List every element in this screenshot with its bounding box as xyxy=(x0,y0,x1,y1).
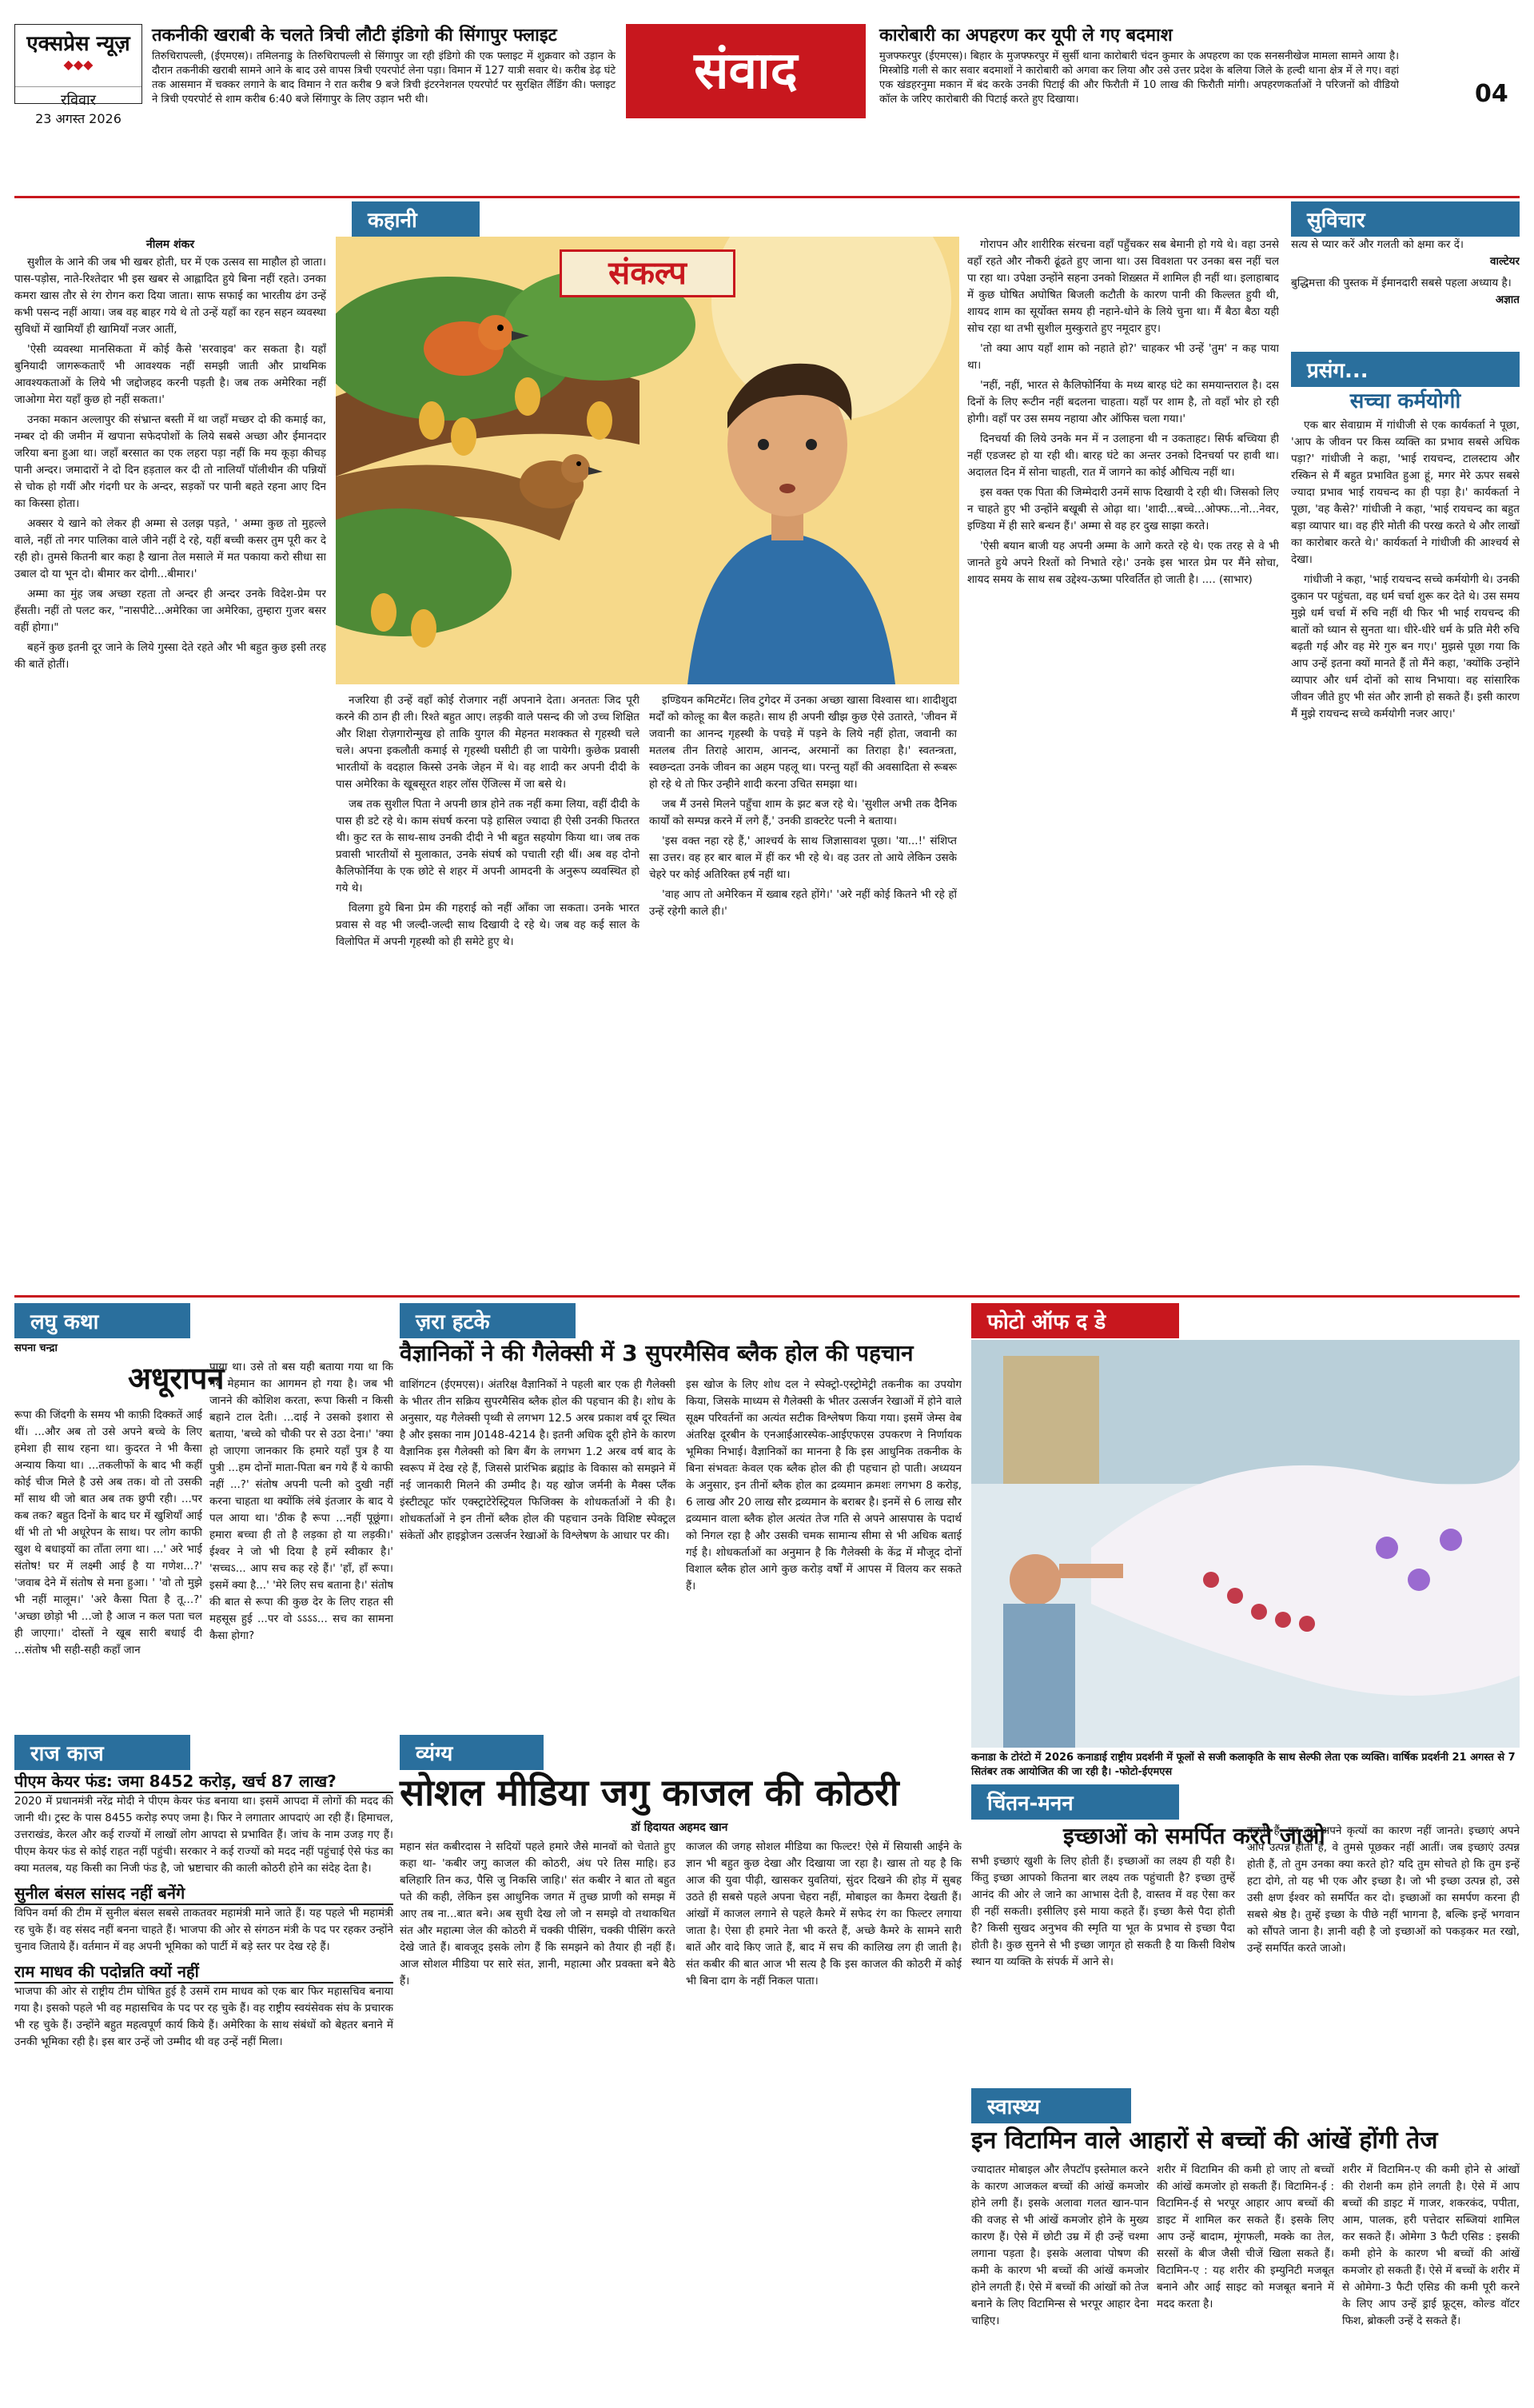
chintan-section-label: चिंतन-मनन xyxy=(971,1784,1179,1820)
rajkaj-items xyxy=(14,1770,393,2402)
story-paragraph: इण्डियन कमिटमेंट। लिव टुगेदर में उनका अच्छा खासा विश्वास था। शादीशुदा मर्दों को कोल्हू का बैल कहते। साथ ही अपनी खीझ कुछ ऐसे उतारते, 'जीवन में जवानी का आनन्द गृहस्थी के पचड़े में पड़ने के लिये नहीं होता, जवानी का मतलब तीन तिराहे आराम, आनन्द, अरमानों का तिराहा है।' स्वतन्त्रता, स्वछन्दता उनके जीवन का अहम पहलू था। परन्तु यहाँ की अवसादिता से रूबरू हो रहे थे तो फिर उन्हीने शादी करना उचित समझा था। xyxy=(649,694,957,791)
story-column-1 xyxy=(14,254,326,1290)
suvichar-box xyxy=(1291,237,1520,349)
prasang-body xyxy=(1291,417,1520,1290)
story-illustration xyxy=(336,237,959,684)
story-paragraph: 'ऐसी व्यवस्था मानसिकता में कोई कैसे 'सरवाइव' कर सकता है। यहाँ बुनियादी जागरूकताएँ भी आवश्यक नहीं समझी जाती और प्राथमिक आवश्यकताओं के लिये भी जद्दोजहद करनी पड़ती है। जब तक अमेरिका नहीं जाओगा मेरा यहाँ कुछ हो नहीं सकता।' xyxy=(14,343,326,406)
rajkaj-item-title: सुनील बंसल सांसद नहीं बनेंगे xyxy=(14,1882,393,1905)
story-author: नीलम शंकर xyxy=(145,238,195,251)
laghukatha-title: अधूरापन xyxy=(128,1361,225,1396)
header-story-right-body: मुजफ्फरपुर (ईएमएस)। बिहार के मुजफ्फरपुर में सुर्सी थाना कारोबारी चंदन कुमार के अपहरण का एक सनसनीखेज मामला सामने आया है। मिस्त्रोडि गली से कार सवार बदमाशों ने कारोबारी को अगवा कर लिया और उसे उत्तर प्रदेश के बलिया जिले के हल्दी थाना क्षेत्र में ले गए। वहां एक खंडहरनुमा मकान में बंद करके उनकी पिटाई की और फिरौती में 10 लाख की फिरौती मांगी। अपहरणकर्ताओं ने परिजनों को वीडियो कॉल के जरिए कारोबारी की पिटाई करते हुए दिखाया। xyxy=(879,50,1399,106)
vyangya-title: सोशल मीडिया जगु काजल की कोठरी xyxy=(400,1771,899,1814)
rajkaj-item-body: भाजपा की ओर से राष्ट्रीय टीम घोषित हुई है उसमें राम माधव को एक बार फिर महासचिव बनाया गया है। इसको पहले भी वह महासचिव के पद पर रह चुके हैं। वह राष्ट्रीय स्वयंसेवक संघ के प्रचारक भी रह चुके हैं। उन्होंने बहुत महत्वपूर्ण कार्य किये हैं। अमेरिका के साथ संबंधों को बेहतर बनाने में उनकी भूमिका रही है। इस बार उन्हें जो उम्मीद थी वह उन्हें नहीं मिला। xyxy=(14,1985,393,2048)
jarahatke-section-label: ज़रा हटके xyxy=(400,1303,576,1338)
prasang-title: सच्चा कर्मयोगी xyxy=(1349,389,1461,413)
quote-1: सत्य से प्यार करें और गलती को क्षमा कर दें। xyxy=(1291,238,1464,251)
story-paragraph: अक्सर ये खाने को लेकर ही अम्मा से उलझ पड़ते, ' अम्मा कुछ तो मुहल्ले वाले, नहीं तो नगर पालिका वाले जीने नहीं दे रहे, यहीं बच्ची कसर तुम पूरी कर दे रही हो। तुमसे कितनी बार कहा है खाना तेल मसाले में मत पकाया करो सीधा सा उबाल दो या भून दो। बीमार कर दोगी...बीमार।' xyxy=(14,517,326,580)
mid-divider xyxy=(14,1295,1520,1298)
story-paragraph: 'नहीं, नहीं, भारत से कैलिफोर्निया के मध्य बारह घंटे का समयान्तराल है। दस दिनों के लिए रूटीन नहीं बदलना चाहता। यहाँ पर शाम है, तो वहाँ भोर हो रही होगी। वहाँ पर उस समय नहाया और ऑफिस चला गया।' xyxy=(967,379,1279,425)
story-paragraph: सुशील के आने की जब भी खबर होती, घर में एक उत्सव सा माहौल हो जाता। पास-पड़ोस, नाते-रिश्तेदार भी इस खबर से आह्लादित हुये बिना नहीं रहते। उनका कमरा खास तौर से रंग रोगन करा दिया जाता। साफ सफाई का भारतीय ढंग उन्हें कभी पसन्द नहीं आया। जब वह बाहर गये थे तो उन्हें यहाँ का रहन सहन व्यवस्था सुविधाें में खामियाँ ही खामियाँ नजर आतीं, xyxy=(14,256,326,336)
jarahatke-title: वैज्ञानिकों ने की गैलेक्सी में 3 सुपरमैसिव ब्लैक होल की पहचान xyxy=(400,1340,914,1366)
vyangya-section-label: व्यंग्य xyxy=(400,1735,544,1770)
story-column-3 xyxy=(649,692,957,1290)
header-story-left-body: तिरुचिरापल्ली, (ईएमएस)। तमिलनाडु के तिरुचिरापल्ली से सिंगापुर जा रही इंडिगो की एक फ्लाइट में शुक्रवार को उड़ान के दौरान तकनीकी खराबी सामने आने के बाद उसे वापस त्रिची एयरपोर्ट लेना पड़ा। विमान में 127 यात्री सवार थे। करीब डेढ़ घंटे तक आसमान में चक्कर लगाने के बाद विमान ने रात करीब 9 बजे त्रिची इंटरनेशनल एयरपोर्ट पर सुरक्षित लैंडिंग की। फ्लाइट ने त्रिची एयरपोर्ट से शाम करीब 6:40 बजे सिंगापुर के लिए उड़ान भरी थी। xyxy=(152,50,616,106)
paper-nameplate xyxy=(14,24,142,126)
story-paragraph: अम्मा का मुंह जब अच्छा रहता तो अन्दर ही अन्दर उनके विदेश-प्रेम पर हँसती। नहीं तो पलट कर, "नासपीटे...अमेरिका जा अमेरिका, तुम्हारा गुजर बसर वहीं होगा।" xyxy=(14,588,326,634)
story-paragraph: जब मैं उनसे मिलने पहुँचा शाम के झट बज रहे थे। 'सुशील अभी तक दैनिक कार्यों को सम्पन्न करने में लगे हैं,' उनकी डाक्टरेट पत्नी ने बताया। xyxy=(649,798,957,827)
prasang-paragraph: गांधीजी ने कहा, 'भाई रायचन्द सच्चे कर्मयोगी थे। उनकी दुकान पर पहुंचता, वह धर्म चर्चा शुरू कर देते थे। उस समय मुझे धर्म चर्चा में रुचि नहीं थी फिर भी भाई रायचन्द की बातों को ध्यान से सुनता था। धीरे-धीरे धर्म के प्रति मेरी रुचि बढ़ती गई और वह मेरे गुरु बन गए।' मुझसे पूछा गया कि आप उन्हें इतना क्यों मानते हैं तो मैंने कहा, 'क्योंकि उन्होंने व्यापार और धर्म दोनों को साथ निभाया। वह सांसारिक जीवन जीते हुए भी संत और ज्ञानी हो सकते हैं। इसी कारण मैं मुझे रायचन्द सच्चे कर्मयोगी नजर आए।' xyxy=(1291,573,1520,720)
story-paragraph: 'वाह आप तो अमेरिकन में ख्वाब रहते होंगे।' 'अरे नहीं कोई कितने भी रहे हों उन्हें रहेगी काले ही।' xyxy=(649,888,957,918)
prasang-section-label: प्रसंग... xyxy=(1291,352,1520,387)
laghukatha-column-2: पाया था। उसे तो बस यही बताया गया था कि नये मेहमान का आगमन हो गया है। जब भी जानने की कोशिश करता, रूपा किसी न किसी बहाने टाल देती। ...दाई ने उसको इशारा से बताया, 'बच्चे को चौकी पर से उठा देना।' 'क्या हो जाएगा जानकार कि हमारे यहाँ पुत्र है या पुत्री ...हम दोनों माता-पिता बन गये हैं ये काफी नहीं ...?' संतोष अपनी पत्नी को दुखी नहीं करना चाहता था क्योंकि लंबे इंतजार के बाद ये पल आया था। 'ठीक है रूपा ...नहीं पूछूंगा। हमारा बच्चा ही तो है लड़का हो या लड़की।' ईश्वर ने जो भी दिया है हमें स्वीकार है।' 'सच्चऽ... आप सच कह रहे हैं।' 'हाँ, हाँ रूपा। इसमें क्या है...' 'मेरे लिए सच बताना है।' संतोष की बात से रूपा की कुछ देर के लिए राहत सी महसूस हुई ...पर वो ऽऽऽऽ... सच का सामना कैसा होगा? xyxy=(209,1361,393,1642)
page-number: 04 xyxy=(1475,80,1508,108)
story-title: संकल्प xyxy=(560,249,735,297)
rajkaj-item-title: राम माधव की पदोन्नति क्यों नहीं xyxy=(14,1960,393,1983)
header-story-left-title: तकनीकी खराबी के चलते त्रिची लौटी इंडिगो की सिंगापुर फ्लाइट xyxy=(152,26,557,46)
swasthya-title: इन विटामिन वाले आहारों से बच्चों की आंखें होंगी तेज xyxy=(971,2127,1438,2155)
story-paragraph: उनका मकान अल्लापुर की संभ्रान्त बस्ती में था जहाँ मच्छर दो की कमाई का, नम्बर दो की जमीन में खपाना सफेदपोशों के लिये सबसे अच्छा और ईमानदार जरिया बना हुआ था। जहाँ बरसात का एक लहरा पड़ा नहीं कि मय कूड़ा कीचड़ पानी अन्दर। जमादारों ने दो दिन हड़ताल कर दी तो नालियाँ पॉलीथीन की पन्नियों से चोक हो गयीं और गंदगी घर के अन्दर, सड़कों पर पानी बहते रहना आए दिन का किस्सा होता। xyxy=(14,413,326,510)
swasthya-column-1: ज्यादातर मोबाइल और लैपटॉप इस्तेमाल करने के कारण आजकल बच्चों की आंखें कमजोर होने लगी हैं। इसके अलावा गलत खान-पान की वजह से भी आंखें कमजोर होने के मुख्य कारण हैं। ऐसे में छोटी उम्र में ही उन्हें चश्मा लगाना पड़ता है। इसके अलावा पोषण की कमी के कारण भी बच्चों की आंखें कमजोर होने लगती हैं। ऐसे में बच्चों की आंखों को तेज बनाने के लिए विटामिन्स से भरपूर आहार देना चाहिए। xyxy=(971,2163,1149,2327)
vyangya-column-1: महान संत कबीरदास ने सदियों पहले हमारे जैसे मानवों को चेताते हुए कहा था- 'कबीर जगु काजल की कोठरी, अंध परे तिस माहि। हउ बलिहारि तिन कउ, पैसि जु निकसि जाहि।' संत कबीर ने बात तो बहुत पते की कही, लेकिन इस आधुनिक जगत में तुच्छ प्राणी को समझ में आए तब ना...बात बने। अब सुधी देख लो जो न समझे वो तथाकथित संत और महात्मा जेल की कोठरी में चक्की पीसिंग, चक्की पीसिंग करते देखे जाते हैं। बावजूद इसके लोग हैं कि समझने को तैयार ही नहीं हैं। आज सोशल मीडिया पर सारे संत, ज्ञानी, महात्मा और प्रवक्ता बने बैठे हैं। xyxy=(400,1840,675,1987)
story-paragraph: इस वक्त एक पिता की जिम्मेदारी उनमें साफ दिखायी दे रही थी। जिसको लिए न चाहते हुए भी उन्होंने बखूबी से ओढ़ा था। 'शादी...बच्चे...ओफ्फ...नो...नेवर, इण्डिया में ही सारे बन्धन हैं।' अम्मा से वह हर दुख साझा करते। xyxy=(967,486,1279,532)
swasthya-column-2: शरीर में विटामिन की कमी हो जाए तो बच्चों की आंखें कमजोर हो सकती हैं। विटामिन-ई : विटामिन-ई से भरपूर आहार आप बच्चों की डाइट में शामिल कर सकते हैं। इसके लिए आप उन्हें बादाम, मूंगफली, मक्के का तेल, सरसों के बीज जैसी चीजें खिला सकते हैं। विटामिन-ए : यह शरीर की इम्युनिटी मजबूत बनाने और आई साइट को मजबूत बनाने में मदद करता है। xyxy=(1157,2163,1334,2310)
suvichar-section-label: सुविचार xyxy=(1291,201,1520,237)
jarahatke-column-2: इस खोज के लिए शोध दल ने स्पेक्ट्रो-एस्ट्रोमेट्री तकनीक का उपयोग किया, जिसके माध्यम से गैलेक्सी के भीतर उत्सर्जन रेखाओं में होने वाले सूक्ष्म परिवर्तनों का अत्यंत सटीक विश्लेषण किया गया। इसमें जेम्स वेब अंतरिक्ष दूरबीन के एनआईआरस्पेक-आईएफएस उपकरण ने निर्णायक भूमिका निभाई। वैज्ञानिकों का मानना है कि इस आधुनिक तकनीक के बिना संभवतः केवल एक ब्लैक होल की ही पहचान हो पाती। अध्ययन के अनुसार, इन तीनों ब्लैक होल का द्रव्यमान क्रमशः लगभग 8 करोड़, 6 लाख और 20 लाख सौर द्रव्यमान के बराबर है। इनमें से 6 लाख सौर द्रव्यमान वाला ब्लैक होल अत्यंत तेज गति से अपने आसपास के पदार्थ को निगल रहा है और उसकी चमक सामान्य सीमा से भी अधिक बताई गई है। शोधकर्ताओं का अनुमान है कि गैलेक्सी के केंद्र में मौजूद दोनों विशाल ब्लैक होल आगे कुछ करोड़ वर्षों में आपस में विलय कर सकते हैं। xyxy=(686,1378,962,1593)
rajkaj-section-label: राज काज xyxy=(14,1735,190,1770)
story-section-label: कहानी xyxy=(352,201,480,237)
quote-2: बुद्धिमत्ता की पुस्तक में ईमानदारी सबसे पहला अध्याय है। xyxy=(1291,277,1512,289)
issue-day: रविवार xyxy=(15,86,141,110)
paper-name: एक्सप्रेस न्यूज़ xyxy=(26,32,130,56)
story-paragraph: विलगा हुये बिना प्रेम की गहराई को नहीं आँका जा सकता। उनके भारत प्रवास से वह भी जल्दी-जल्दी साथ दिखायी दे रहे थे। जब वह कई साल के विलोपित में अपनी गृहस्थी को ही समेटे हुए थे। xyxy=(336,902,639,948)
vyangya-column-2: काजल की जगह सोशल मीडिया का फिल्टर! ऐसे में सियासी आईने के ज्ञान भी बहुत कुछ देखा और दिखाया जा रहा है। खास तो यह है कि आज की युवा पीढ़ी, खासकर युवतियां, सुंदर दिखने की होड़ में सुबह उठते ही सबसे पहले अपना चेहरा नहीं, मोबाइल का कैमरा देखती हैं। आंखों में काजल लगाने से पहले कैमरे में सफेद रंग का फिल्टर लगाया जाता है। ऐसा ही हमारे नेता भी करते हैं, अच्छे कैमरे के सामने सारी बातें और वादे किए जाते हैं, बाद में सच की कालिख लग ही जाती है। संत कबीर की बात आज भी सत्य है कि इस काजल की कोठरी में कोई भी बिना दाग के नहीं निकल पाता। xyxy=(686,1840,962,1987)
rajkaj-item-title: पीएम केयर फंड: जमा 8452 करोड़, खर्च 87 लाख? xyxy=(14,1770,393,1793)
quote-2-author: अज्ञात xyxy=(1495,293,1520,306)
rajkaj-item-body: 2020 में प्रधानमंत्री नरेंद्र मोदी ने पीएम केयर फंड बनाया था। इसमें आपदा में लोगों की मदद की जानी थी। ट्रस्ट के पास 8455 करोड़ रुपए जमा है। फिर ने लगातार आपदाएं आ रही हैं। हिमाचल, उत्तराखंड, केरल और कई राज्यों में लाखों लोग आपदा से प्रभावित हैं। जांच के नाम उजड़ गए हैं। पीएम केयर फंड से कोई राहत नहीं पहुंची। सरकार ने कई राज्यों को मदद नहीं पहुंचाई ऐसे फंड का क्या मतलब, यह किसी का निजी फंड है, जो भ्रष्टाचार की काली कोठरी होने का संदेह देता है। xyxy=(14,1795,393,1875)
photo-of-the-day xyxy=(971,1340,1520,1748)
story-paragraph: दिनचर्या की लिये उनके मन में न उलाहना थी न उकताहट। सिर्फ बच्चिया ही नहीं एडजस्ट हो या रही थी। बारह घंटे का अन्तर उनको दिनचर्या पर हावी था। अदालत दिन में सोना चाहती, रात में जागने का कोई औचित्य नहीं था। xyxy=(967,433,1279,479)
laghukatha-column-1: रूपा की जिंदगी के समय भी काफ़ी दिक्कतें आई थीं। ...और अब तो उसे अपने बच्चे के लिए हमेशा ही साथ रहना था। कुदरत ने भी कैसा अन्याय किया था। ...तकलीफों के बाद भी कहीं कोई चीज मिले है उसे अब तक। वो तो उसकी माँ साथ थी जो बात अब तक छुपी रही। ...पर कब तक? बहुत दिनों के बाद घर में खुशियाँ आई थीं भी तो भी अधूरेपन के साथ। पर लोग काफी खुश थे बधाइयों का ताँता लगा था। ...' अरे भाई संतोष! घर में लक्ष्मी आई है या गणेश...?' 'जवाब देने में संतोष से मना हुआ। ' 'वो तो मुझे भी नहीं मालूम।' 'अरे कैसा पिता है तू...?' 'अच्छा छोड़ो भी ...जो है आज न कल पता चल ही जाएगा।' दोस्तों ने खूब सारी बधाई दी ...संतोष भी सही-सही कहाँ जान xyxy=(14,1409,202,1656)
story-paragraph: गोरापन और शारीरिक संरचना वहाँ पहुँचकर सब बेमानी हो गये थे। वहा उनसे वहाँ रहते और नौकरी ढूंढते हुए जाना था। उस विवशता पर उनका बस नहीं चल पा रहा था। उपेक्षा उन्होंने सहना उनको शिख़्सत में शामिल ही नहीं था। इलाहाबाद में कुछ घोषित अघोषित बिजली कटौती के कारण पानी की किल्लत हुयी थी, शायद शाम का सूर्योक्त समय ही नहाने-धोने के लिये चुना था। मैं बैठा बैठा यही सोच रहा था तभी सुशील मुस्कुराते हुए नमूदार हुए। xyxy=(967,238,1279,335)
story-paragraph: 'ऐसी बयान बाजी यह अपनी अम्मा के आगे करते रहे थे। एक तरह से वे भी जानते हुये अपने रिश्तों को निभाते रहे।' उनके इस भारत प्रेम पर मैंने सोचा, शायद समय के साथ सब उद्देश्य-ऊष्मा परिवर्तित हो जाती है। .... (साभार) xyxy=(967,540,1279,586)
swasthya-column-3: शरीर में विटामिन-ए की कमी होने से आंखों की रोशनी कम होने लगती है। ऐसे में आप बच्चों की डाइट में गाजर, शकरकंद, पपीता, आम, पालक, हरी पत्तेदार सब्जियां शामिल कर सकते हैं। ओमेगा 3 फैटी एसिड : इसकी कमी होने के कारण भी बच्चों की आंखें कमजोर हो सकती हैं। ऐसे में बच्चों के शरीर में से ओमेगा-3 फैटी एसिड की कमी पूरी करने के लिए आप उन्हें ड्राई फ्रूट्स, कोल्ड वॉटर फिश, ब्रोकली उन्हें दे सकते हैं। xyxy=(1342,2163,1520,2327)
photo-caption-text: कनाडा के टोरंटो में 2026 कनाडाई राष्ट्रीय प्रदर्शनी में फूलों से सजी कलाकृति के साथ सेल्फी लेता एक व्यक्ति। वार्षिक प्रदर्शनी 21 अगस्त से 7 सितंबर तक आयोजित की जा रही है। xyxy=(971,1752,1516,1778)
photo-caption xyxy=(971,1751,1520,1780)
photo-credit: -फोटो-ईएमएस xyxy=(1114,1766,1173,1778)
chintan-column-1: सभी इच्छाएं खुशी के लिए होती हैं। इच्छाओं का लक्ष्य ही यही है। किंतु इच्छा आपको कितना बार लक्ष्य तक पहुंचाती है? इच्छा तुम्हें आनंद की ओर ले जाने का आभास देती है, वास्तव में वह ऐसा कर ही नहीं सकती। इसीलिए इसे माया कहते हैं। इच्छा कैसे पैदा होती है? किसी सुखद अनुभव की स्मृति या भूत के प्रभाव से इच्छा पैदा होती है। कुछ सुनने से भी इच्छा जागृत हो सकती है या किसी विशेष स्थान या व्यक्ति के संपर्क में आने से। xyxy=(971,1855,1235,1968)
boy-and-birds-illustration xyxy=(336,237,959,684)
story-paragraph: बहनें कुछ इतनी दूर जाने के लिये गुस्सा देते रहते और भी बहुत कुछ इसी तरह की बातें होतीं। xyxy=(14,641,326,671)
ornament-icon: ◆◆◆ xyxy=(63,57,94,72)
story-paragraph: 'तो क्या आप यहाँ शाम को नहाते हो?' चाहकर भी उन्हें 'तुम' न कह पाया था। xyxy=(967,342,1279,372)
story-paragraph: जब तक सुशील पिता ने अपनी छात्र होने तक नहीं कमा लिया, वहीं दीदी के पास ही डटे रहे थे। काम संघर्ष करना पड़े हासिल ज्यादा ही ऐसी उनकी फितरत थी। कुट रत के साथ-साथ उनकी दीदी ने भी बहुत सहयोग किया था। जब तक प्रवासी भारतीयों से मुलाकात, उनके संघर्ष को पचाती रही थीं। अब वह दोनो कैलिफोर्निया के एक छोटे से शहर में अपनी आमदनी के अनुरूप व्यवस्थित हो गये थे। xyxy=(336,798,639,895)
chintan-title: इच्छाओं को समर्पित करते जाओ xyxy=(1063,1823,1325,1849)
vyangya-author: डॉ हिदायत अहमद खान xyxy=(631,1821,728,1834)
prasang-paragraph: एक बार सेवाग्राम में गांधीजी से एक कार्यकर्ता ने पूछा, 'आप के जीवन पर किस व्यक्ति का प्रभाव सबसे अधिक पड़ा?' गांधीजी ने कहा, 'भाई रायचन्द, टालस्टाय और रस्किन से मैं बहुत प्रभावित हुआ हूं, मगर मेरे ऊपर सबसे ज्यादा प्रभाव भाई रायचन्द का ही पड़ा है।' कार्यकर्ता ने पूछा, 'वह कैसे?' गांधीजी ने कहा, 'भाई रायचन्द का बहुत बड़ा व्यापार था। वह हीरे मोती की परख करते थे और लाखों का कारोबार करते थे।' कार्यकर्ता ने गांधीजी की आश्चर्य से देखा। xyxy=(1291,419,1520,566)
story-column-2 xyxy=(336,692,639,1290)
laghukatha-author: सपना चन्द्रा xyxy=(14,1342,58,1354)
story-paragraph: 'इस वक्त नहा रहे हैं,' आश्चर्य के साथ जिज्ञासावश पूछा। 'या...!' संशिप्त सा उत्तर। वह हर बार बाल में हीं कर भी रहे थे। वह उतर तो आये लेकिन उसके चेहरे पर कोई अतिरिक्त हर्ष नहीं था। xyxy=(649,835,957,881)
header-story-right xyxy=(879,22,1399,107)
story-paragraph: नजरिया ही उन्हें वहाँ कोई रोजगार नहीं अपनाने देता। अनततः जिद पूरी करने की ठान ही ली। रिश्ते बहुत आए। लड़की वाले पसन्द की जो उच्च शिक्षित और शिक्षा रोज़गारोन्मुख हो ताकि युगल की मेहनत मशक्कत से गृहस्थी चले चले। अपना इकलौती कमाई से गृहस्थी घसीटी ही जा पायेगी। कुछेक प्रवासी भारतीयों के वदहाल किस्से उनके जेहन में थे। वह शादी कर अपनी दीदी के पास अमेरिका के खूबसूरत शहर लॉस ऐंजिल्स में जा बसे थे। xyxy=(336,694,639,791)
quote-1-author: वाल्टेयर xyxy=(1489,255,1520,268)
section-masthead: संवाद xyxy=(626,24,866,118)
header-divider xyxy=(14,196,1520,198)
photo-section-label: फोटो ऑफ द डे xyxy=(971,1303,1179,1338)
issue-date: 23 अगस्त 2026 xyxy=(35,111,122,126)
rajkaj-item-body: विपिन वर्मा की टीम में सुनील बंसल सबसे ताकतवर महामंत्री माने जाते हैं। यह पहले भी महामंत्री रह चुके हैं। वह संसद नहीं बनना चाहते हैं। भाजपा की ओर से संगठन मंत्री के पद पर रहकर उन्होंने चुनाव जिताये हैं। वर्तमान में वह अपनी भूमिका को पार्टी में बड़े स्तर पर देख रहे हैं। xyxy=(14,1907,393,1953)
swasthya-section-label: स्वास्थ्य xyxy=(971,2088,1131,2123)
laghukatha-section-label: लघु कथा xyxy=(14,1303,190,1338)
story-column-4 xyxy=(967,237,1279,1290)
header-story-left xyxy=(152,22,616,107)
jarahatke-column-1: वाशिंगटन (ईएमएस)। अंतरिक्ष वैज्ञानिकों ने पहली बार एक ही गैलेक्सी के भीतर तीन सक्रिय सुपरमैसिव ब्लैक होल की पहचान की है। शोध के अनुसार, यह गैलेक्सी पृथ्वी से लगभग 12.5 अरब प्रकाश वर्ष दूर स्थित है और इसका नाम J0148-4214 है। इतनी अधिक दूरी होने के कारण वैज्ञानिक इस गैलेक्सी को बिग बैंग के लगभग 1.2 अरब वर्ष बाद के स्वरूप में देख रहे हैं, जिससे प्रारंभिक ब्रह्मांड के विकास को समझने में नई जानकारी मिलने की उम्मीद है। यह खोज जर्मनी के मैक्स प्लैंक इंस्टीट्यूट फॉर एक्स्ट्राटेरेस्ट्रियल फिजिक्स के शोधकर्ताओं ने की है। शोधकर्ताओं ने इन तीनों ब्लैक होल की पहचान उनके विशिष्ट स्पेक्ट्रल संकेतों और हाइड्रोजन उत्सर्जन रेखाओं के विश्लेषण के आधार पर की। xyxy=(400,1378,675,1542)
chintan-column-2: करती हैं, पर तुम अपने कृत्यों का कारण नहीं जानते। इच्छाएं अपने आप उत्पन्न होती हैं, वे तुमसे पूछकर नहीं आतीं। जब इच्छाएं उत्पन्न होती हैं, तो तुम उनका क्या करते हो? यदि तुम सोचते हो कि तुम इन्हें हटा दोगे, तो यह भी एक और इच्छा है। जो भी इच्छा उत्पन्न हो, उसे उसी क्षण ईश्वर को समर्पित कर दो। इच्छाओं का समर्पण करना ही सबसे श्रेष्ठ है। तुम्हें इच्छा के पीछे नहीं भागना है, बल्कि इन्हें भगवान को सौंपते जाना है। ज्ञानी वही है जो इच्छाओं को पकड़कर मत रखो, उन्हें समर्पित करते जाओ। xyxy=(1247,1824,1520,1955)
header-story-right-title: कारोबारी का अपहरण कर यूपी ले गए बदमाश xyxy=(879,26,1173,46)
flower-sculpture-photo xyxy=(971,1340,1520,1748)
